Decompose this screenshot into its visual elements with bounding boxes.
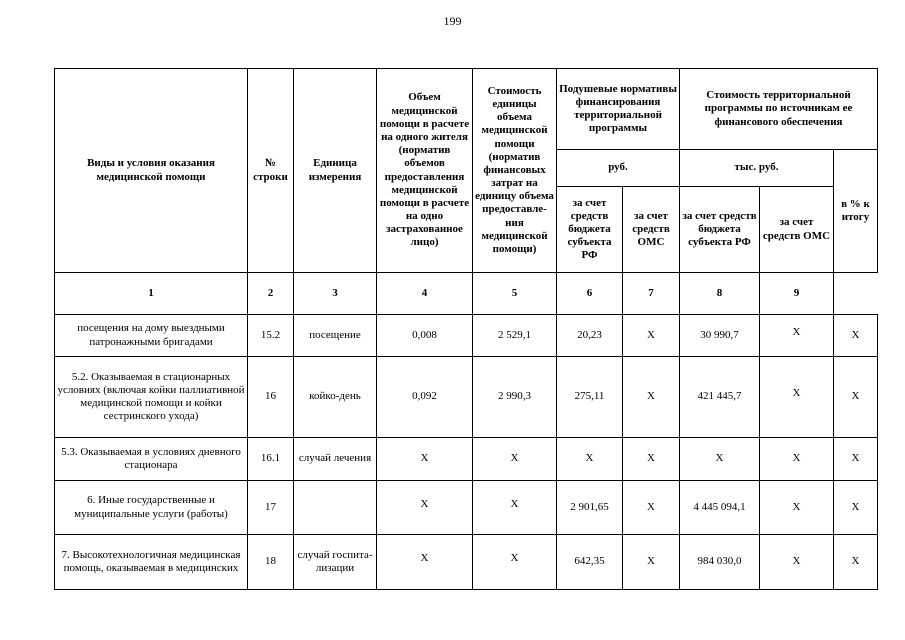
header-percent: в % к итогу bbox=[834, 150, 878, 273]
col-number: 7 bbox=[623, 273, 680, 315]
row-cost: X bbox=[473, 438, 557, 481]
row-volume: X bbox=[420, 552, 429, 565]
row-volume: X bbox=[420, 497, 429, 510]
header-t-budget: за счет средств бюджета субъекта РФ bbox=[680, 187, 760, 273]
col-number: 9 bbox=[760, 273, 834, 315]
row-unit bbox=[294, 481, 377, 535]
col-number: 2 bbox=[248, 273, 294, 315]
table-row bbox=[55, 315, 878, 357]
row-unit: посещение bbox=[294, 315, 377, 357]
col-number: 4 bbox=[377, 273, 473, 315]
row-line: 17 bbox=[248, 481, 294, 535]
row-t-oms: X bbox=[792, 325, 801, 338]
data-table bbox=[54, 68, 878, 590]
table-row bbox=[55, 438, 878, 481]
row-t-oms: X bbox=[760, 481, 834, 535]
row-unit: случай лечения bbox=[294, 438, 377, 481]
header-pc-budget: за счет средств бюджета субъекта РФ bbox=[557, 187, 623, 273]
header-rub: руб. bbox=[557, 150, 680, 187]
header-unit: Единица измерения bbox=[294, 69, 377, 273]
row-label: 5.2. Оказываемая в стационарных условиях (включая койки паллиативной медицинской помощи и койки сестринского ухода) bbox=[55, 357, 248, 438]
row-pc-oms: X bbox=[623, 315, 680, 357]
row-t-budget: 30 990,7 bbox=[680, 315, 760, 357]
col-number: 1 bbox=[55, 273, 248, 315]
row-label: 7. Высокотехнологичная медицинская помощь, оказываемая в медицинских bbox=[55, 535, 248, 590]
row-cost: X bbox=[510, 497, 519, 510]
row-pc-oms: X bbox=[623, 481, 680, 535]
header-program-cost: Стоимость территориальной программы по источникам ее финансового обеспечения bbox=[680, 69, 878, 150]
row-pc-budget: 20,23 bbox=[557, 315, 623, 357]
row-pct: X bbox=[834, 481, 878, 535]
row-unit: койко-день bbox=[294, 357, 377, 438]
row-t-budget: 421 445,7 bbox=[680, 357, 760, 438]
row-t-oms: X bbox=[760, 535, 834, 590]
row-pc-budget: 275,11 bbox=[557, 357, 623, 438]
row-t-oms: X bbox=[792, 387, 801, 400]
row-t-budget: 984 030,0 bbox=[680, 535, 760, 590]
row-pc-oms: X bbox=[623, 357, 680, 438]
row-line: 16 bbox=[248, 357, 294, 438]
table-row bbox=[55, 357, 878, 438]
col-number: 8 bbox=[680, 273, 760, 315]
row-cost: X bbox=[510, 552, 519, 565]
row-pct: X bbox=[834, 438, 878, 481]
col-number: 3 bbox=[294, 273, 377, 315]
header-line-number: № строки bbox=[248, 69, 294, 273]
row-pc-oms: X bbox=[623, 535, 680, 590]
col-number: 5 bbox=[473, 273, 557, 315]
row-pc-budget: 2 901,65 bbox=[557, 481, 623, 535]
row-pc-budget: X bbox=[557, 438, 623, 481]
row-volume: 0,092 bbox=[377, 357, 473, 438]
row-cost: 2 990,3 bbox=[473, 357, 557, 438]
row-pc-oms: X bbox=[623, 438, 680, 481]
table-row bbox=[55, 481, 878, 535]
row-label: посещения на дому выездными патронажными бригадами bbox=[55, 315, 248, 357]
header-thous-rub: тыс. руб. bbox=[680, 150, 834, 187]
row-pct: X bbox=[834, 535, 878, 590]
row-t-oms: X bbox=[760, 438, 834, 481]
row-t-budget: 4 445 094,1 bbox=[680, 481, 760, 535]
header-unit-cost: Стоимость единицы объема медицинской помощи (норматив финансовых затрат на единицу объема предоставле-ния медицинской помощи) bbox=[473, 69, 557, 273]
header-t-oms: за счет средств ОМС bbox=[760, 187, 834, 273]
row-volume: X bbox=[377, 438, 473, 481]
row-label: 5.3. Оказываемая в условиях дневного стационара bbox=[55, 438, 248, 481]
row-t-budget: X bbox=[680, 438, 760, 481]
page-number: 199 bbox=[443, 14, 462, 28]
row-pc-budget: 642,35 bbox=[557, 535, 623, 590]
row-cost: 2 529,1 bbox=[473, 315, 557, 357]
row-line: 18 bbox=[248, 535, 294, 590]
row-label: 6. Иные государственные и муниципальные услуги (работы) bbox=[55, 481, 248, 535]
row-pct: X bbox=[834, 315, 878, 357]
row-unit: случай госпита-лизации bbox=[294, 535, 377, 590]
header-kind: Виды и условия оказания медицинской помощи bbox=[55, 69, 248, 273]
row-line: 16.1 bbox=[248, 438, 294, 481]
header-per-capita: Подушевые нормативы финансирования территориальной программы bbox=[557, 69, 680, 150]
col-number: 6 bbox=[557, 273, 623, 315]
table-row bbox=[55, 535, 878, 590]
header-volume: Объем медицинской помощи в расчете на одного жителя (норматив объемов предоставления медицинской помощи в расчете на одно застрахованное лицо) bbox=[377, 69, 473, 273]
row-volume: 0,008 bbox=[377, 315, 473, 357]
header-pc-oms: за счет средств ОМС bbox=[623, 187, 680, 273]
row-pct: X bbox=[834, 357, 878, 438]
row-line: 15.2 bbox=[248, 315, 294, 357]
